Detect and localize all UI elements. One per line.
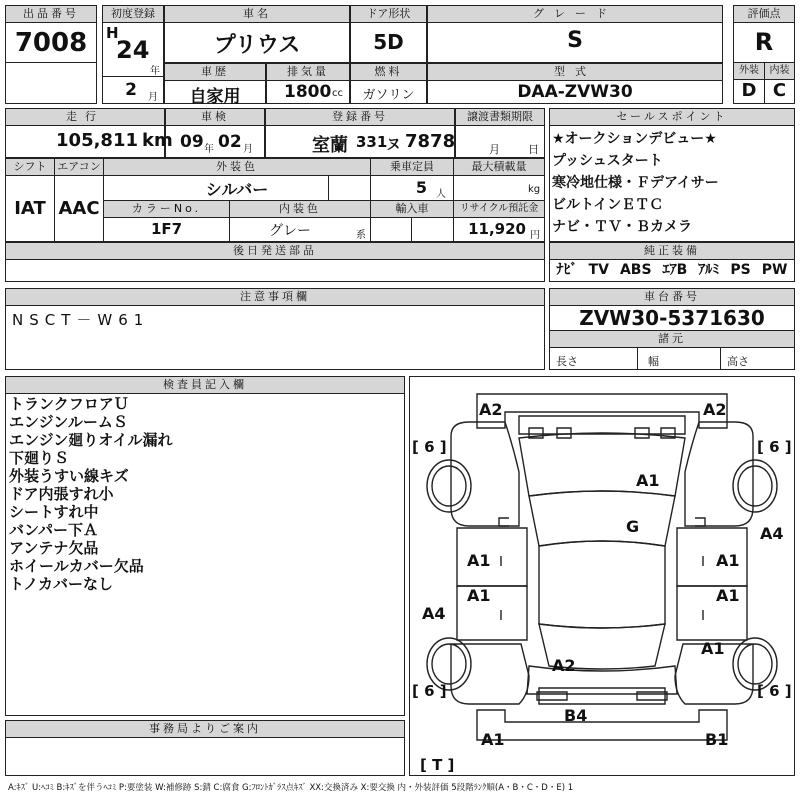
tire-br-label: [ 6 ] [757,682,792,700]
color-no-label: カラーNo. [104,201,229,218]
max-load-label: 最大積載量 [454,159,544,176]
mark-roof: G [626,517,640,536]
shift-value: IAT [14,198,46,219]
capacity-label: 乗車定員 [371,159,453,176]
sales-point: ★オークションデビュー★ [552,131,717,147]
mark-trunk: A2 [552,656,576,675]
exterior-color-value: シルバー [205,180,269,199]
inspector-note: ホイールカバー欠品 [9,557,144,575]
transfer-deadline-label: 譲渡書類期限 [456,109,544,126]
shaken-year-unit: 年 [204,144,214,155]
year-unit: 年 [150,66,160,77]
mark-hood: A1 [636,471,660,490]
chassis-number-value: ZVW30-5371630 [579,306,765,330]
displacement-label: 排気量 [267,64,349,81]
interior-color-label: 内装色 [230,201,370,218]
inspector-note: アンテナ欠品 [9,539,99,557]
recycle-fee-label: リサイクル預託金 [454,201,544,218]
equipment-item: TV [588,262,609,278]
door-type-label: ドア形状 [351,6,426,23]
interior-score-value: C [772,80,787,101]
mileage-value: 105,811 [56,130,138,151]
grade-label: グレード [428,6,722,23]
aircon-value: AAC [58,198,100,219]
registration-area: 室蘭 [312,135,348,156]
car-name-value: プリウス [213,33,301,58]
capacity-value: 5 [415,178,427,197]
recycle-fee-value: 11,920 [468,220,526,238]
mileage-label: 走行 [6,109,164,126]
inspector-note: シートすれ中 [9,503,99,521]
equipment-item: ﾅﾋﾞ [556,262,578,278]
fuel-value: ガソリン [362,88,415,103]
registration-class: 331 [356,133,388,151]
mark-left-quarter: A4 [422,604,446,623]
first-registration-label: 初度登録 [103,6,163,23]
kei-unit: 系 [356,230,366,241]
score-label: 評価点 [734,6,794,23]
mark-right-fender: A4 [760,524,784,543]
length-label: 長さ [556,355,578,368]
shaken-month-unit: 月 [243,144,253,155]
office-label: 事務局よりご案内 [6,720,404,738]
inspector-note: 下廻りＳ [9,449,70,467]
registration-number-label: 登録番号 [266,109,454,126]
reg-month-value: 2 [125,80,137,100]
score-value: R [754,28,774,56]
car-diagram [409,376,795,776]
width-label: 幅 [648,355,659,368]
equipment-item: PW [761,262,788,278]
grade-value: S [567,28,583,53]
fuel-label: 燃料 [351,64,426,81]
displacement-value: 1800 [284,82,332,102]
lot-number-label: 出品番号 [6,6,96,23]
height-label: 高さ [727,355,749,368]
tire-tr-label: [ 6 ] [757,438,792,456]
registration-no: 7878 [405,131,456,152]
inspector-note: トランクフロアＵ [9,395,129,413]
lot-number-value: 7008 [14,28,88,58]
shaken-year-value: 09 [180,132,204,152]
model-label: 型式 [428,64,722,81]
km-unit: km [142,130,173,151]
model-value: DAA-ZVW30 [517,82,633,102]
sales-point: ビルトインＥＴＣ [552,197,664,213]
tire-tl-label: [ 6 ] [412,438,447,456]
mark-left-front-door: A1 [467,551,491,570]
sales-point: ナビ・ＴＶ・Ｂカメラ [552,219,692,235]
mark-rear-left: A1 [481,730,505,749]
car-name-label: 車名 [165,6,349,23]
inspector-notes [9,395,401,593]
spare-tire-label: [ T ] [420,756,455,774]
inspector-note: エンジンルームＳ [9,413,128,431]
shaken-month-value: 02 [218,132,242,152]
chassis-number-label: 車台番号 [550,289,794,306]
shift-label: シフト [6,159,54,176]
equipment-list [551,260,793,280]
shaken-label: 車検 [166,109,264,126]
history-label: 車歴 [165,64,265,81]
mark-rear-bumper: B4 [564,706,588,725]
registration-kana: ヌ [386,135,402,153]
interior-label: 内装 [765,63,794,80]
yen-unit: 円 [530,230,540,241]
sales-point: 寒冷地仕様・Ｆデアイサー [552,175,719,191]
mark-rear-right: B1 [705,730,729,749]
reg-year-value: 24 [116,36,150,64]
sales-point: プッシュスタート [552,153,663,169]
equipment-item: ｴｱB [662,262,688,278]
era-value: H [106,24,119,42]
door-type-value: 5D [373,30,404,54]
persons-unit: 人 [436,189,446,200]
equipment-item: ABS [619,262,652,278]
inspector-label: 検査員記入欄 [6,377,404,394]
inspector-note: ドア内張すれ小 [9,485,114,503]
inspector-note: バンパー下Ａ [9,521,98,539]
mark-right-rear-door: A1 [716,586,740,605]
mark-front-right: A2 [703,400,727,419]
sales-points-label: セールスポイント [550,109,794,126]
later-parts-label: 後日発送部品 [6,243,544,260]
specs-label: 諸元 [550,331,794,348]
month-unit: 月 [148,92,158,103]
sales-points-list [552,128,792,238]
caution-text: NSCT－W61 [12,311,150,329]
aircon-label: エアコン [55,159,103,176]
genuine-equipment-label: 純正装備 [550,243,794,260]
exterior-label: 外装 [734,63,764,80]
mark-right-front-door: A1 [716,551,740,570]
inspector-note: エンジン廻りオイル漏れ [9,431,173,449]
kg-unit: kg [528,184,541,195]
interior-color-value: グレー [269,223,311,239]
mark-right-quarter: A1 [701,639,725,658]
inspector-note: トノカバーなし [9,575,113,593]
mark-front-left: A2 [479,400,503,419]
tire-bl-label: [ 6 ] [412,682,447,700]
equipment-item: ｱﾙﾐ [698,262,720,278]
transfer-day-unit: 日 [528,143,539,156]
caution-label: 注意事項欄 [6,289,544,306]
transfer-month-unit: 月 [489,143,500,156]
inspector-note: 外装うすい線キズ [9,467,129,485]
color-no-value: 1F7 [150,220,183,238]
cc-unit: cc [332,88,343,99]
exterior-score-value: D [741,80,757,101]
mark-left-rear-door: A1 [467,586,491,605]
exterior-color-label: 外装色 [104,159,370,176]
import-label: 輸入車 [371,201,453,218]
equipment-item: PS [730,262,751,278]
legend-text: A:ｷｽﾞ U:ﾍｺﾐ B:ｷｽﾞを伴うﾍｺﾐ P:要塗装 W:補修跡 S:錆 C:腐食 G:ﾌﾛﾝﾄｶﾞﾗｽ点ｷｽﾞ XX:交換済み X:要交換 内・外装評価 5段階ﾗﾝｸ順(A・B・C・D・E) 1 [8,783,574,793]
history-value: 自家用 [189,87,241,107]
